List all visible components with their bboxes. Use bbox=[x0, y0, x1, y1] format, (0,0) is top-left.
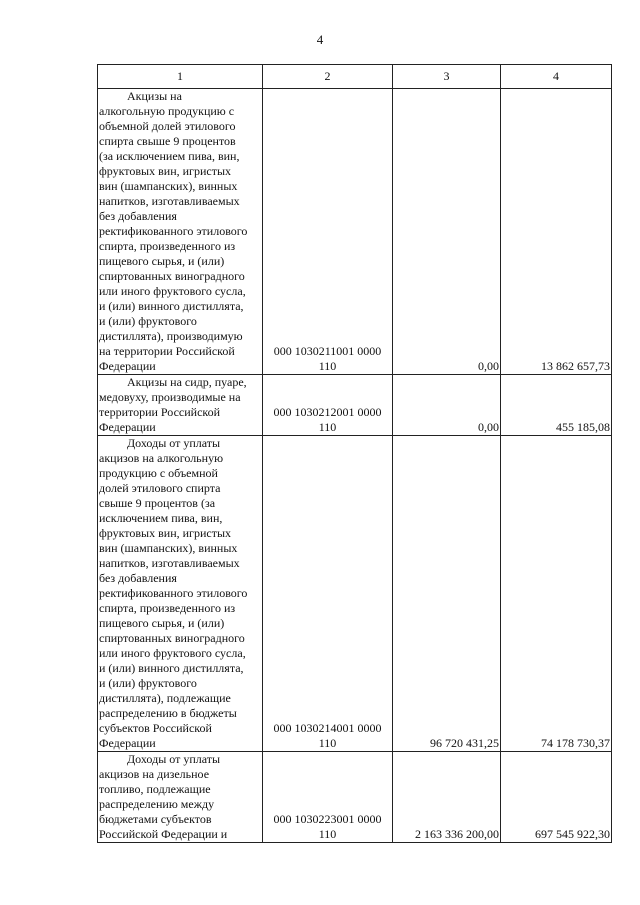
amount-col3: 2 163 336 200,00 bbox=[393, 752, 501, 843]
amount-col3: 0,00 bbox=[393, 375, 501, 436]
column-header: 4 bbox=[501, 65, 612, 89]
budget-code: 000 1030214001 0000 110 bbox=[273, 721, 382, 750]
column-header: 3 bbox=[393, 65, 501, 89]
amount-col3: 96 720 431,25 bbox=[393, 436, 501, 752]
revenue-name: Доходы от уплаты акцизов на дизельное топливо, подлежащие распределению между бюджетами субъектов Российской Федерации и bbox=[99, 752, 228, 841]
budget-code-cell bbox=[263, 375, 393, 436]
revenue-table bbox=[97, 64, 612, 843]
revenue-name-cell bbox=[98, 436, 263, 752]
table-row bbox=[98, 89, 612, 375]
revenue-name-cell bbox=[98, 375, 263, 436]
revenue-name: Акцизы на алкогольную продукцию с объемной долей этилового спирта свыше 9 процентов (за исключением пива, вин, фруктовых вин, игристых вин (шампанских), винных напитков, изготавливаемых без добавления ректификованного этилового спирта, произведенного из пищевого сырья, и (или) спиртованных виноградного или иного фруктового сусла, и (или) винного дистиллята, и (или) фруктового дистиллята), производимую на территории Российской Федерации bbox=[99, 89, 248, 373]
table-row bbox=[98, 436, 612, 752]
amount-col3: 0,00 bbox=[393, 89, 501, 375]
amount-col4: 697 545 922,30 bbox=[501, 752, 612, 843]
table-row bbox=[98, 752, 612, 843]
page-number: 4 bbox=[316, 32, 324, 47]
budget-code-cell bbox=[263, 436, 393, 752]
budget-code: 000 1030212001 0000 110 bbox=[273, 405, 382, 434]
budget-code: 000 1030211001 0000 110 bbox=[273, 344, 382, 373]
budget-code-cell bbox=[263, 752, 393, 843]
revenue-name: Акцизы на сидр, пуаре, медовуху, производимые на территории Российской Федерации bbox=[99, 375, 247, 434]
budget-code-cell bbox=[263, 89, 393, 375]
budget-code: 000 1030223001 0000 110 bbox=[273, 812, 382, 841]
table-row bbox=[98, 375, 612, 436]
column-header: 1 bbox=[98, 65, 263, 89]
revenue-name-cell bbox=[98, 89, 263, 375]
amount-col4: 455 185,08 bbox=[501, 375, 612, 436]
table-header-row bbox=[98, 65, 612, 89]
column-header: 2 bbox=[263, 65, 393, 89]
revenue-name-cell bbox=[98, 752, 263, 843]
amount-col4: 74 178 730,37 bbox=[501, 436, 612, 752]
amount-col4: 13 862 657,73 bbox=[501, 89, 612, 375]
revenue-name: Доходы от уплаты акцизов на алкогольную продукцию с объемной долей этилового спирта свыше 9 процентов (за исключением пива, вин, фруктовых вин, игристых вин (шампанских), винных напитков, изготавливаемых без добавления ректификованного этилового спирта, произведенного из пищевого сырья, и (или) спиртованных виноградного или иного фруктового сусла, и (или) винного дистиллята, и (или) фруктового дистиллята), подлежащие распределению в бюджеты субъектов Российской Федерации bbox=[99, 436, 248, 750]
